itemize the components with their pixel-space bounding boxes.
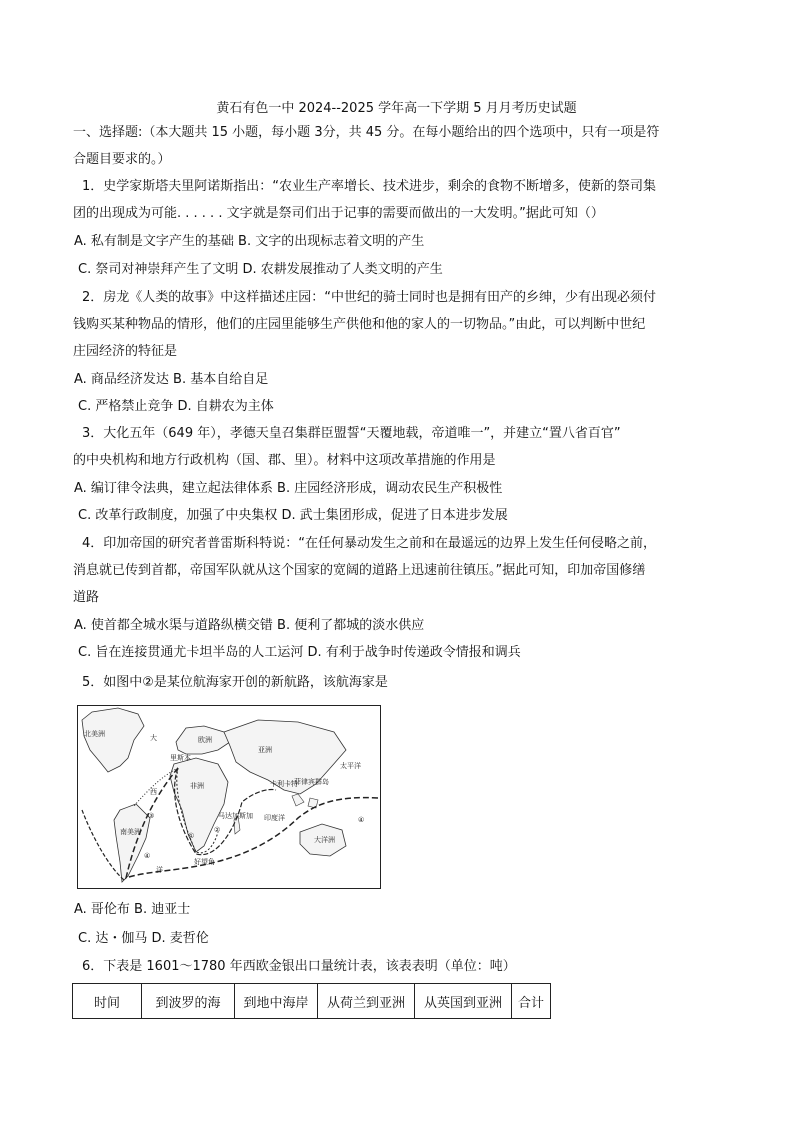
q1-option-ab: A. 私有制是文字产生的基础 B. 文字的出现标志着文明的产生 <box>74 234 425 249</box>
label-pacific: 太平洋 <box>340 762 361 770</box>
q1-stem-line-1: 1．史学家斯塔夫里阿诺斯指出：“农业生产率增长、技术进步，剩余的食物不断增多，使新的祭司集 <box>82 179 657 194</box>
page-title: 黄石有色一中 2024--2025 学年高一下学期 5 月月考历史试题 <box>216 101 577 116</box>
table-header-cell: 到地中海岸 <box>235 984 318 1019</box>
label-route-4b: ④ <box>358 816 365 824</box>
label-lisbon: 里斯本 <box>170 754 191 762</box>
q4-stem-line-3: 道路 <box>73 590 100 605</box>
label-route-1: ① <box>188 832 195 840</box>
q2-option-cd: C. 严格禁止竞争 D. 自耕农为主体 <box>78 399 274 414</box>
north-america-shape <box>82 708 144 772</box>
table-header-row <box>73 984 551 1019</box>
q5-stem: 5．如图中②是某位航海家开创的新航路，该航海家是 <box>82 675 388 690</box>
label-cape: 好望角 <box>194 858 215 866</box>
label-madagascar: 马达加斯加 <box>218 812 253 820</box>
label-philippines: 菲律宾群岛 <box>294 778 329 786</box>
africa-shape <box>170 758 228 852</box>
q1-stem-line-2: 团的出现成为可能. . . . . . 文字就是祭司们出于记事的需要而做出的一大发明。”据此可知（） <box>73 206 604 221</box>
label-south-america: 南美洲 <box>120 828 141 836</box>
table-header-cell: 到波罗的海 <box>142 984 235 1019</box>
label-africa: 非洲 <box>190 782 204 790</box>
q3-option-ab: A. 编订律令法典，建立起法律体系 B. 庄园经济形成，调动农民生产积极性 <box>74 481 503 496</box>
table-header-cell: 从荷兰到亚洲 <box>318 984 415 1019</box>
q4-stem-line-1: 4．印加帝国的研究者普雷斯科特说：“在任何暴动发生之前和在最遥远的边界上发生任何侵略之前， <box>82 536 657 551</box>
label-route-4a: ④ <box>144 852 151 860</box>
q2-option-ab: A. 商品经济发达 B. 基本自给自足 <box>74 372 269 387</box>
section-header-line-2: 合题目要求的。） <box>73 152 171 167</box>
islands-shape <box>292 794 318 808</box>
label-atlantic-west: 西 <box>150 788 157 796</box>
label-calicut: 卡利卡特 <box>270 780 298 788</box>
route-4-line <box>126 768 378 878</box>
q5-option-ab: A. 哥伦布 B. 迪亚士 <box>74 902 191 917</box>
q3-option-cd: C. 改革行政制度，加强了中央集权 D. 武士集团形成，促进了日本进步发展 <box>78 508 508 523</box>
q3-stem-line-1: 3．大化五年（649 年），孝德天皇召集群臣盟誓“天覆地载，帝道唯一”，并建立“置八省百官” <box>82 426 621 441</box>
table-header-cell: 从英国到亚洲 <box>415 984 512 1019</box>
label-north-america: 北美洲 <box>84 730 105 738</box>
q2-stem-line-2: 钱购买某种物品的情形，他们的庄园里能够生产供他和他的家人的一切物品。”由此，可以判断中世纪 <box>73 317 646 332</box>
table-header-cell: 时间 <box>73 984 142 1019</box>
table-header-cell: 合计 <box>512 984 551 1019</box>
q6-stem: 6．下表是 1601～1780 年西欧金银出口量统计表，该表表明（单位：吨） <box>82 959 516 974</box>
q3-stem-line-2: 的中央机构和地方行政机构（国、郡、里）。材料中这项改革措施的作用是 <box>73 453 496 468</box>
export-stat-table <box>72 983 551 1019</box>
label-indian-ocean: 印度洋 <box>264 814 285 822</box>
label-route-2: ② <box>214 826 221 834</box>
section-header-line-1: 一、选择题:（本大题共 15 小题，每小题 3分，共 45 分。在每小题给出的四个选项中，只有一项是符 <box>73 125 660 140</box>
q2-stem-line-1: 2．房龙《人类的故事》中这样描述庄园：“中世纪的骑士同时也是拥有田产的乡绅，少有出现必须付 <box>82 290 657 305</box>
q4-option-ab: A. 使首都全城水渠与道路纵横交错 B. 便利了都城的淡水供应 <box>74 618 425 633</box>
q4-stem-line-2: 消息就已传到首都，帝国军队就从这个国家的宽阔的道路上迅速前往镇压。”据此可知，印加帝国修缮 <box>73 563 646 578</box>
south-america-shape <box>114 804 150 882</box>
label-asia: 亚洲 <box>258 746 272 754</box>
q2-stem-line-3: 庄园经济的特征是 <box>73 344 178 359</box>
label-oceania: 大洋洲 <box>314 836 335 844</box>
q5-option-cd: C. 达・伽马 D. 麦哲伦 <box>78 931 209 946</box>
label-atlantic-ocean: 洋 <box>156 866 163 874</box>
label-route-3: ③ <box>148 812 155 820</box>
q1-option-cd: C. 祭司对神崇拜产生了文明 D. 农耕发展推动了人类文明的产生 <box>78 262 443 277</box>
q4-option-cd: C. 旨在连接贯通尤卡坦半岛的人工运河 D. 有利于战争时传递政令情报和调兵 <box>78 645 521 660</box>
label-europe: 欧洲 <box>198 736 212 744</box>
label-atlantic-big: 大 <box>150 734 157 742</box>
navigation-routes-map <box>77 705 381 889</box>
